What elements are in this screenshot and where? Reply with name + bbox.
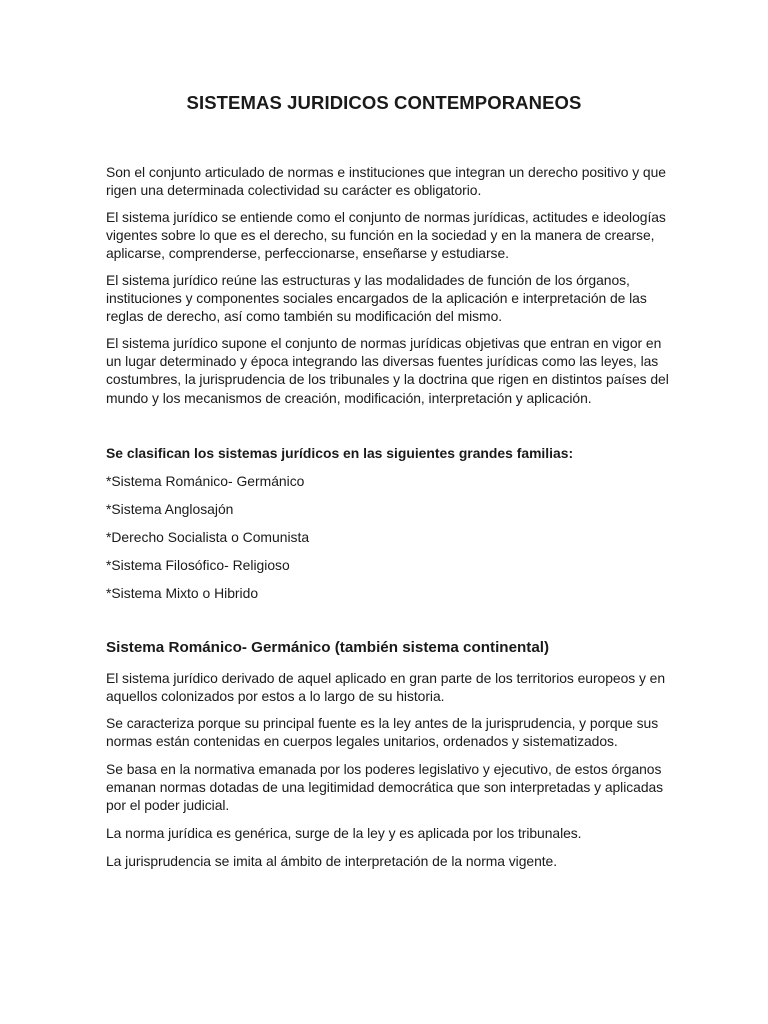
section-paragraph-2: Se caracteriza porque su principal fuente es la ley antes de la jurisprudencia, y porque sus normas están contenidas en cuerpos legales unitarios, ordenados y sistematizados. xyxy=(106,715,659,750)
classification-heading: Se clasifican los sistemas jurídicos en las siguientes grandes familias: xyxy=(106,445,574,461)
section-paragraph-5: La jurisprudencia se imita al ámbito de interpretación de la norma vigente. xyxy=(106,853,558,869)
family-item-romanico-germanico: *Sistema Románico- Germánico xyxy=(106,473,305,489)
family-item-mixto: *Sistema Mixto o Hibrido xyxy=(106,585,259,601)
intro-paragraph-3: El sistema jurídico reúne las estructuras y las modalidades de función de los órganos, instituciones y componentes sociales encargados de la aplicación e interpretación de las reglas de derecho, así como también su modificación del mismo. xyxy=(106,272,647,325)
intro-paragraph-1: Son el conjunto articulado de normas e instituciones que integran un derecho positivo y que rigen una determinada colectividad su carácter es obligatorio. xyxy=(106,164,666,199)
section-paragraph-3: Se basa en la normativa emanada por los poderes legislativo y ejecutivo, de estos órganos emanan normas dotadas de una legitimidad democrática que son interpretadas y aplicadas por el poder judicial. xyxy=(106,761,664,814)
family-item-filosofico-religioso: *Sistema Filosófico- Religioso xyxy=(106,557,290,573)
page-title: SISTEMAS JURIDICOS CONTEMPORANEOS xyxy=(186,92,582,113)
family-item-socialista: *Derecho Socialista o Comunista xyxy=(106,529,310,545)
intro-paragraph-4: El sistema jurídico supone el conjunto de normas jurídicas objetivas que entran en vigor en un lugar determinado y época integrando las diversas fuentes jurídicas como las leyes, las costumbres, la jurisprudencia de los tribunales y la doctrina que rigen en distintos países del mundo y los mecanismos de creación, modificación, interpretación y aplicación. xyxy=(106,335,669,406)
section-heading: Sistema Románico- Germánico (también sistema continental) xyxy=(106,639,550,656)
section-paragraph-1: El sistema jurídico derivado de aquel aplicado en gran parte de los territorios europeos y en aquellos colonizados por estos a lo largo de su historia. xyxy=(106,670,666,705)
intro-paragraph-2: El sistema jurídico se entiende como el conjunto de normas jurídicas, actitudes e ideologías vigentes sobre lo que es el derecho, su función en la sociedad y en la manera de crearse, aplicarse, comprenderse, perfeccionarse, enseñarse y estudiarse. xyxy=(106,209,666,262)
family-item-anglosajon: *Sistema Anglosajón xyxy=(106,501,234,517)
section-paragraph-4: La norma jurídica es genérica, surge de la ley y es aplicada por los tribunales. xyxy=(106,825,582,841)
